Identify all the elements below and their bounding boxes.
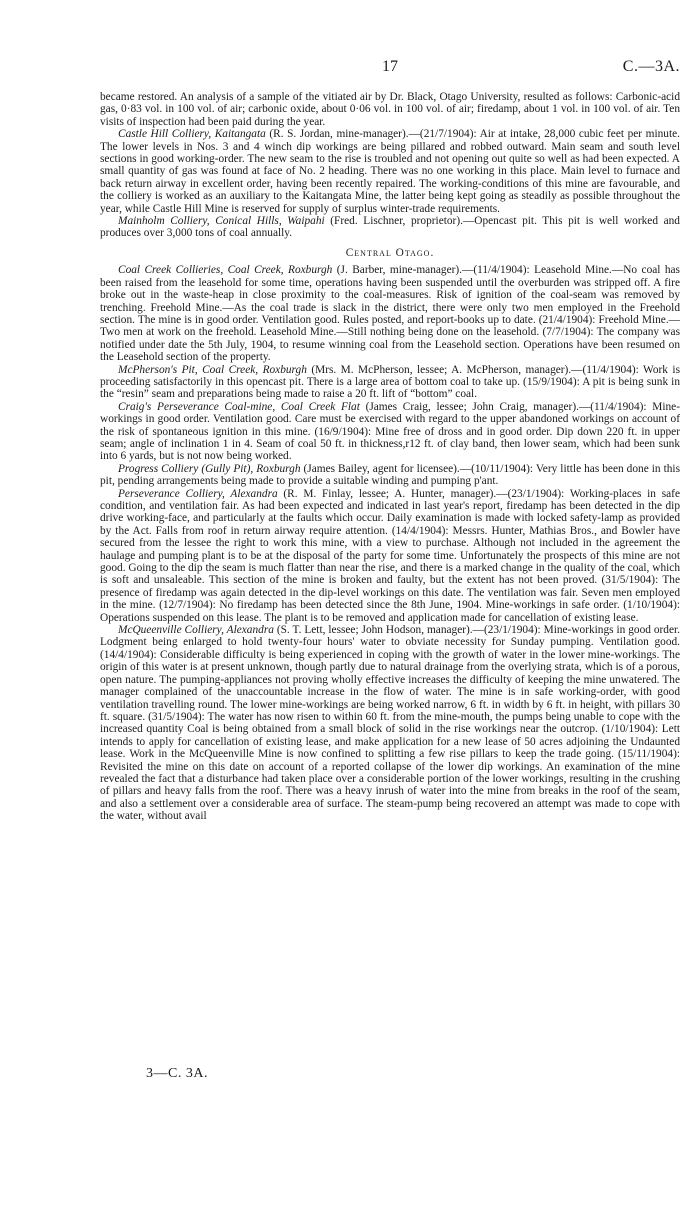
colliery-name: Progress Colliery (Gully Pit), Roxburgh <box>118 462 301 475</box>
body-text <box>100 91 680 823</box>
paragraph <box>100 401 680 463</box>
printer-signature: 3—C. 3A. <box>146 1066 208 1081</box>
paragraph <box>100 624 680 823</box>
paragraph-text: (R. M. Finlay, lessee; A. Hunter, manager).—(23/1/1904): Working-places in safe condition, and ventilation fair. As had been expected and indicated in last year's report, firedamp has been detected in the dip drive working-face, and particularly at the faults which occur. Daily examination is made with locked safety-lamp as provided by the Act. Falls from roof in return airway require attention. (14/4/1904): Messrs. Hunter, Mathias Bros., and Bowler have secured from the lessee the right to work this mine, with a view to purchase. Although not included in the agreement the haulage and pumping plant is to be at the disposal of the party for some time. Unfortunately the prospects of this mine are not good. Going to the dip the seam is much flatter than near the rise, and there is a marked change in the quality of the coal, which is soft and unsaleable. This section of the mine is broken and faulty, but the extent has not been proved. (31/5/1904): The presence of firedamp was again detected in the dip-level workings on this date. The ventilation was fair. Seven men employed in the mine. (12/7/1904): No firedamp has been detected since the 8th June, 1904. Mine-workings in safe order. (1/10/1904): Operations suspended on this lease. The plant is to be removed and application made for cancellation of existing lease. <box>100 487 680 624</box>
paragraph <box>100 91 680 128</box>
colliery-name: Perseverance Colliery, Alexandra <box>118 487 278 500</box>
document-reference: C.—3A. <box>622 58 680 75</box>
colliery-name: McPherson's Pit, Coal Creek, Roxburgh <box>118 363 307 376</box>
paragraph-text: (James Craig, lessee; John Craig, manager).—(11/4/1904): Mine-workings in good order. Ventilation good. Care must be exercised with regard to the upper abandoned workings on account of the risk of spontaneous ignition in this mine. (16/9/1904): Mine free of dross and in good order. Dip down 220 ft. in upper seam; angle of inclination 1 in 4. Seam of coal 50 ft. in thickness,r12 ft. of clay band, then lower seam, which had been sunk into 6 yards, but is not now being worked. <box>100 400 680 463</box>
paragraph-text: (James Bailey, agent for licensee).—(10/11/1904): Very little has been done in this pit, pending arrangements being made to provide a suitable winding and pumping p'ant. <box>100 462 680 488</box>
paragraph-text: became restored. An analysis of a sample of the vitiated air by Dr. Black, Otago University, resulted as follows: Carbonic-acid gas, 0·83 vol. in 100 vol. of air; carbonic oxide, about 0·06 vol. in 100 vol. of air; firedamp, about 1 vol. in 100 vol. of air. Ten visits of inspection had been paid during the year. <box>100 91 680 128</box>
section-heading: Central Otago. <box>345 246 435 259</box>
paragraph-text: (J. Barber, mine-manager).—(11/4/1904): Leasehold Mine.—No coal has been raised from the leasehold for some time, operations having been suspended until the overburden was stripped off. A fire broke out in the waste-heap in close proximity to the coal-measures. Risk of ignition of the coal-seam was removed by trenching. Freehold Mine.—As the coal trade is slack in the district, there were only two men employed in the Freehold section. The mine is in good order. Ventilation good. Rules posted, and report-books up to date. (21/4/1904): Freehold Mine.—Two men at work on the freehold. Leasehold Mine.—Still nothing being done on the leasehold. (7/7/1904): The company was notified under date the 5th July, 1904, to resume winning coal from the Leasehold section. Operations have been resumed on the Leasehold section of the property. <box>100 264 680 364</box>
paragraph-text: (R. S. Jordan, mine-manager).—(21/7/1904): Air at intake, 28,000 cubic feet per minute. The lower levels in Nos. 3 and 4 winch dip workings are being pillared and robbed outward. Main seam and south level sections in good working-order. The new seam to the rise is troubled and not opening out quite so well as had been expected. A small quantity of gas was found at face of No. 2 heading. There was no one working in this place. Main level to furnace and back return airway in excellent order, having been recently repaired. The working-conditions of this mine are favourable, and the colliery is worked as an auxiliary to the Kaitangata Mine, the latter being kept going as steadily as possible throughout the year, while Castle Hill Mine is reserved for supply of surplus winter-trade requirements. <box>100 128 680 215</box>
page-number: 17 <box>382 58 398 75</box>
paragraph-text: (Fred. Lischner, proprietor).—Opencast pit. This pit is well worked and produces over 3,000 tons of coal annually. <box>100 215 680 240</box>
paragraph <box>100 128 680 215</box>
page-header <box>100 58 680 82</box>
colliery-name: McQueenville Colliery, Alexandra <box>118 624 274 637</box>
paragraph <box>100 364 680 401</box>
paragraph <box>100 488 680 624</box>
colliery-name: Coal Creek Collieries, Coal Creek, Roxburgh <box>118 264 333 277</box>
colliery-name: Craig's Perseverance Coal-mine, Coal Creek Flat <box>118 400 360 413</box>
colliery-name: Castle Hill Colliery, Kaitangata <box>118 128 266 141</box>
colliery-name: Mainholm Colliery, Conical Hills, Waipahi <box>118 215 325 228</box>
paragraph <box>100 215 680 240</box>
paragraph-text: (Mrs. M. McPherson, lessee; A. McPherson, manager).—(11/4/1904): Work is proceeding satisfactorily in this opencast pit. There is a large area of bottom coal to take up. (15/9/1904): A pit is being sunk in the “resin” seam and preparations being made to raise a 20 ft. lift of “bottom” coal. <box>100 363 680 401</box>
paragraph-text: (S. T. Lett, lessee; John Hodson, manager).—(23/1/1904): Mine-workings in good order. Lodgment being enlarged to hold twenty-four hours' water to obviate necessity for Sunday pumping. Ventilation good. (14/4/1904): Considerable difficulty is being experienced in coping with the growth of water in the lower mine-workings. The origin of this water is at present unknown, though partly due to natural drainage from the overlying strata, which is of a porous, open nature. The pumping-appliances not proving wholly effective increases the difficulty of keeping the mine unwatered. The manager complained of the unaccountable increase in the flow of water. The mine is in safe working-order, with good ventilation travelling round. The lower mine-workings are being worked narrow, 6 ft. in width by 6 ft. in height, with pillars 30 ft. square. (31/5/1904): The water has now risen to within 60 ft. from the mine-mouth, the pumps being unable to cope with the increased quantity Coal is being obtained from a small block of solid in the rise workings near the outcrop. (1/10/1904): Lett intends to apply for cancellation of existing lease, and make application for a new lease of 50 acres adjoining the Undaunted lease. Work in the McQueenville Mine is now confined to splitting a few rise pillars to keep the trade going. (15/11/1904): Revisited the mine on this date on account of a reported collapse of the lower dip workings. An examination of the mine revealed the fact that a disturbance had taken place over a considerable portion of the lower workings, resulting in the crushing of pillars and heavy falls from the roof. There was a heavy inrush of water into the mine from breaks in the roof of the seam, and also a settlement over a considerable area of surface. The steam-pump being recovered an attempt was made to cope with the water, without avail <box>100 624 680 823</box>
paragraph <box>100 264 680 363</box>
paragraph <box>100 463 680 488</box>
